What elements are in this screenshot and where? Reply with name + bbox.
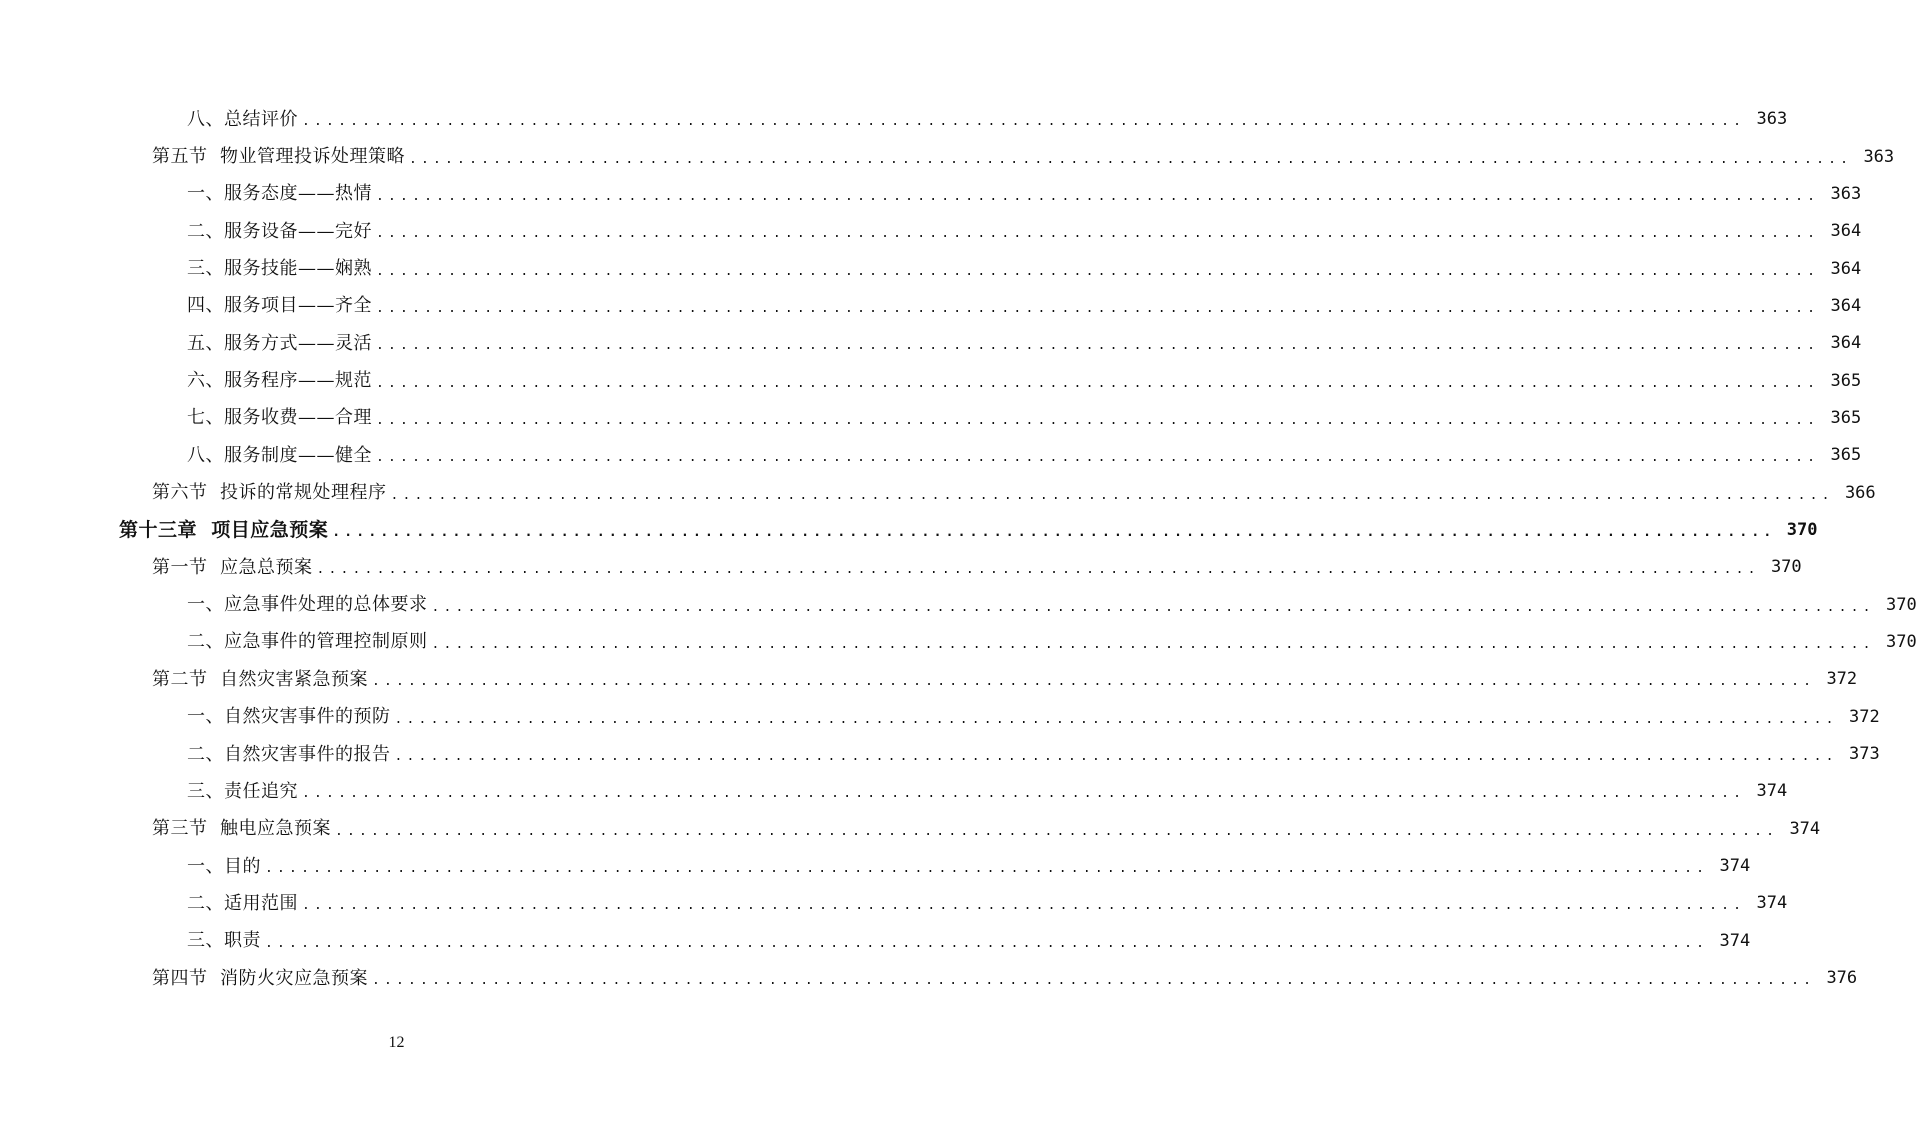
page-number: 12 bbox=[388, 1034, 405, 1051]
dot-leader: ........................................................................................................................ bbox=[431, 599, 1875, 615]
dot-leader: ........................................................................................................................ bbox=[265, 861, 1709, 877]
toc-entry-page: 370 bbox=[1885, 594, 1917, 615]
dot-leader: ........................................................................................................................ bbox=[302, 114, 1746, 130]
dot-leader: ........................................................................................................................ bbox=[376, 450, 1820, 466]
toc-entry-page: 366 bbox=[1844, 482, 1876, 503]
toc-entry-label: 六、服务程序——规范 bbox=[187, 370, 372, 392]
toc-entry-label: 第十三章 项目应急预案 bbox=[119, 518, 329, 541]
dot-leader: ........................................................................................................................ bbox=[376, 226, 1820, 242]
toc-entry[interactable] bbox=[0, 474, 1876, 511]
dot-leader: ........................................................................................................................ bbox=[316, 562, 1760, 578]
dot-leader: ........................................................................................................................ bbox=[376, 338, 1820, 354]
toc-entry-label: 二、自然灾害事件的报告 bbox=[187, 743, 391, 765]
dot-leader: ........................................................................................................................ bbox=[431, 636, 1875, 652]
toc-entry-page: 363 bbox=[1863, 146, 1895, 167]
toc-entry-page: 364 bbox=[1830, 295, 1862, 316]
toc-entry[interactable] bbox=[0, 923, 1751, 960]
toc-entry[interactable] bbox=[0, 362, 1862, 399]
toc-entry-page: 365 bbox=[1830, 407, 1862, 428]
table-of-contents bbox=[0, 101, 1917, 997]
toc-entry-page: 370 bbox=[1885, 631, 1917, 652]
toc-entry-page: 372 bbox=[1826, 669, 1858, 690]
toc-entry-page: 370 bbox=[1786, 519, 1818, 540]
toc-entry[interactable] bbox=[0, 736, 1880, 773]
dot-leader: ........................................................................................................................ bbox=[394, 749, 1838, 765]
toc-entry[interactable] bbox=[0, 400, 1862, 437]
toc-entry-page: 374 bbox=[1756, 893, 1788, 914]
toc-entry-label: 第二节 自然灾害紧急预案 bbox=[152, 668, 368, 690]
toc-entry[interactable] bbox=[0, 138, 1895, 175]
dot-leader: ........................................................................................................................ bbox=[371, 973, 1816, 989]
toc-entry-label: 二、应急事件的管理控制原则 bbox=[187, 631, 428, 653]
dot-leader: ........................................................................................................................ bbox=[376, 375, 1820, 391]
toc-entry-label: 第六节 投诉的常规处理程序 bbox=[152, 482, 387, 504]
toc-entry[interactable] bbox=[0, 773, 1788, 810]
dot-leader: ........................................................................................................................ bbox=[334, 823, 1779, 839]
toc-entry-page: 364 bbox=[1830, 221, 1862, 242]
toc-entry-page: 374 bbox=[1756, 781, 1788, 802]
toc-entry-label: 一、应急事件处理的总体要求 bbox=[187, 594, 428, 616]
toc-entry[interactable] bbox=[0, 288, 1862, 325]
toc-entry[interactable] bbox=[0, 213, 1862, 250]
toc-entry-page: 363 bbox=[1756, 109, 1788, 130]
toc-entry-label: 第四节 消防火灾应急预案 bbox=[152, 967, 368, 989]
toc-entry[interactable] bbox=[0, 624, 1917, 661]
dot-leader: ........................................................................................................................ bbox=[302, 786, 1746, 802]
toc-entry-label: 一、自然灾害事件的预防 bbox=[187, 706, 391, 728]
toc-entry-page: 363 bbox=[1830, 183, 1862, 204]
toc-entry-page: 374 bbox=[1789, 818, 1821, 839]
toc-entry-label: 八、服务制度——健全 bbox=[187, 444, 372, 466]
toc-entry-page: 376 bbox=[1826, 968, 1858, 989]
toc-entry-label: 四、服务项目——齐全 bbox=[187, 295, 372, 317]
toc-entry-label: 第三节 触电应急预案 bbox=[152, 818, 331, 840]
toc-entry-label: 三、职责 bbox=[187, 930, 261, 952]
dot-leader: ........................................................................................................................ bbox=[302, 898, 1746, 914]
toc-entry-label: 第一节 应急总预案 bbox=[152, 556, 313, 578]
toc-entry-label: 七、服务收费——合理 bbox=[187, 407, 372, 429]
toc-entry[interactable] bbox=[0, 325, 1862, 362]
dot-leader: ........................................................................................................................ bbox=[376, 412, 1820, 428]
toc-entry[interactable] bbox=[0, 437, 1862, 474]
toc-entry-page: 374 bbox=[1719, 930, 1751, 951]
dot-leader: ........................................................................................................................ bbox=[371, 674, 1816, 690]
toc-entry-page: 365 bbox=[1830, 370, 1862, 391]
toc-entry-page: 372 bbox=[1848, 706, 1880, 727]
toc-entry-page: 373 bbox=[1848, 744, 1880, 765]
toc-entry-label: 三、责任追究 bbox=[187, 780, 298, 802]
toc-entry-page: 364 bbox=[1830, 258, 1862, 279]
dot-leader: ........................................................................................................................ bbox=[408, 151, 1853, 167]
dot-leader: ........................................................................................................................ bbox=[376, 188, 1820, 204]
toc-entry[interactable] bbox=[0, 586, 1917, 623]
dot-leader: ........................................................................................................................ bbox=[394, 711, 1838, 727]
toc-entry-label: 三、服务技能——娴熟 bbox=[187, 258, 372, 280]
toc-entry-page: 365 bbox=[1830, 445, 1862, 466]
dot-leader: ........................................................................................................................ bbox=[376, 300, 1820, 316]
toc-entry[interactable] bbox=[0, 250, 1862, 287]
toc-entry[interactable] bbox=[0, 811, 1821, 848]
toc-entry[interactable] bbox=[0, 661, 1858, 698]
toc-entry-label: 二、适用范围 bbox=[187, 892, 298, 914]
toc-entry-label: 一、服务态度——热情 bbox=[187, 183, 372, 205]
toc-entry[interactable] bbox=[0, 960, 1858, 997]
dot-leader: ........................................................................................................................ bbox=[332, 524, 1776, 540]
toc-entry[interactable] bbox=[0, 176, 1862, 213]
toc-entry-page: 370 bbox=[1770, 557, 1802, 578]
dot-leader: ........................................................................................................................ bbox=[376, 263, 1820, 279]
toc-entry-page: 364 bbox=[1830, 333, 1862, 354]
toc-entry-label: 五、服务方式——灵活 bbox=[187, 332, 372, 354]
toc-entry-label: 一、目的 bbox=[187, 855, 261, 877]
toc-entry-page: 374 bbox=[1719, 856, 1751, 877]
toc-entry-label: 八、总结评价 bbox=[187, 108, 298, 130]
toc-entry-label: 二、服务设备——完好 bbox=[187, 220, 372, 242]
dot-leader: ........................................................................................................................ bbox=[390, 487, 1834, 503]
dot-leader: ........................................................................................................................ bbox=[265, 935, 1709, 951]
toc-entry[interactable] bbox=[0, 848, 1751, 885]
toc-entry[interactable] bbox=[0, 885, 1788, 922]
toc-entry-label: 第五节 物业管理投诉处理策略 bbox=[152, 146, 405, 168]
toc-entry[interactable] bbox=[0, 512, 1818, 549]
toc-entry[interactable] bbox=[0, 699, 1880, 736]
toc-entry[interactable] bbox=[0, 101, 1788, 138]
toc-entry[interactable] bbox=[0, 549, 1802, 586]
